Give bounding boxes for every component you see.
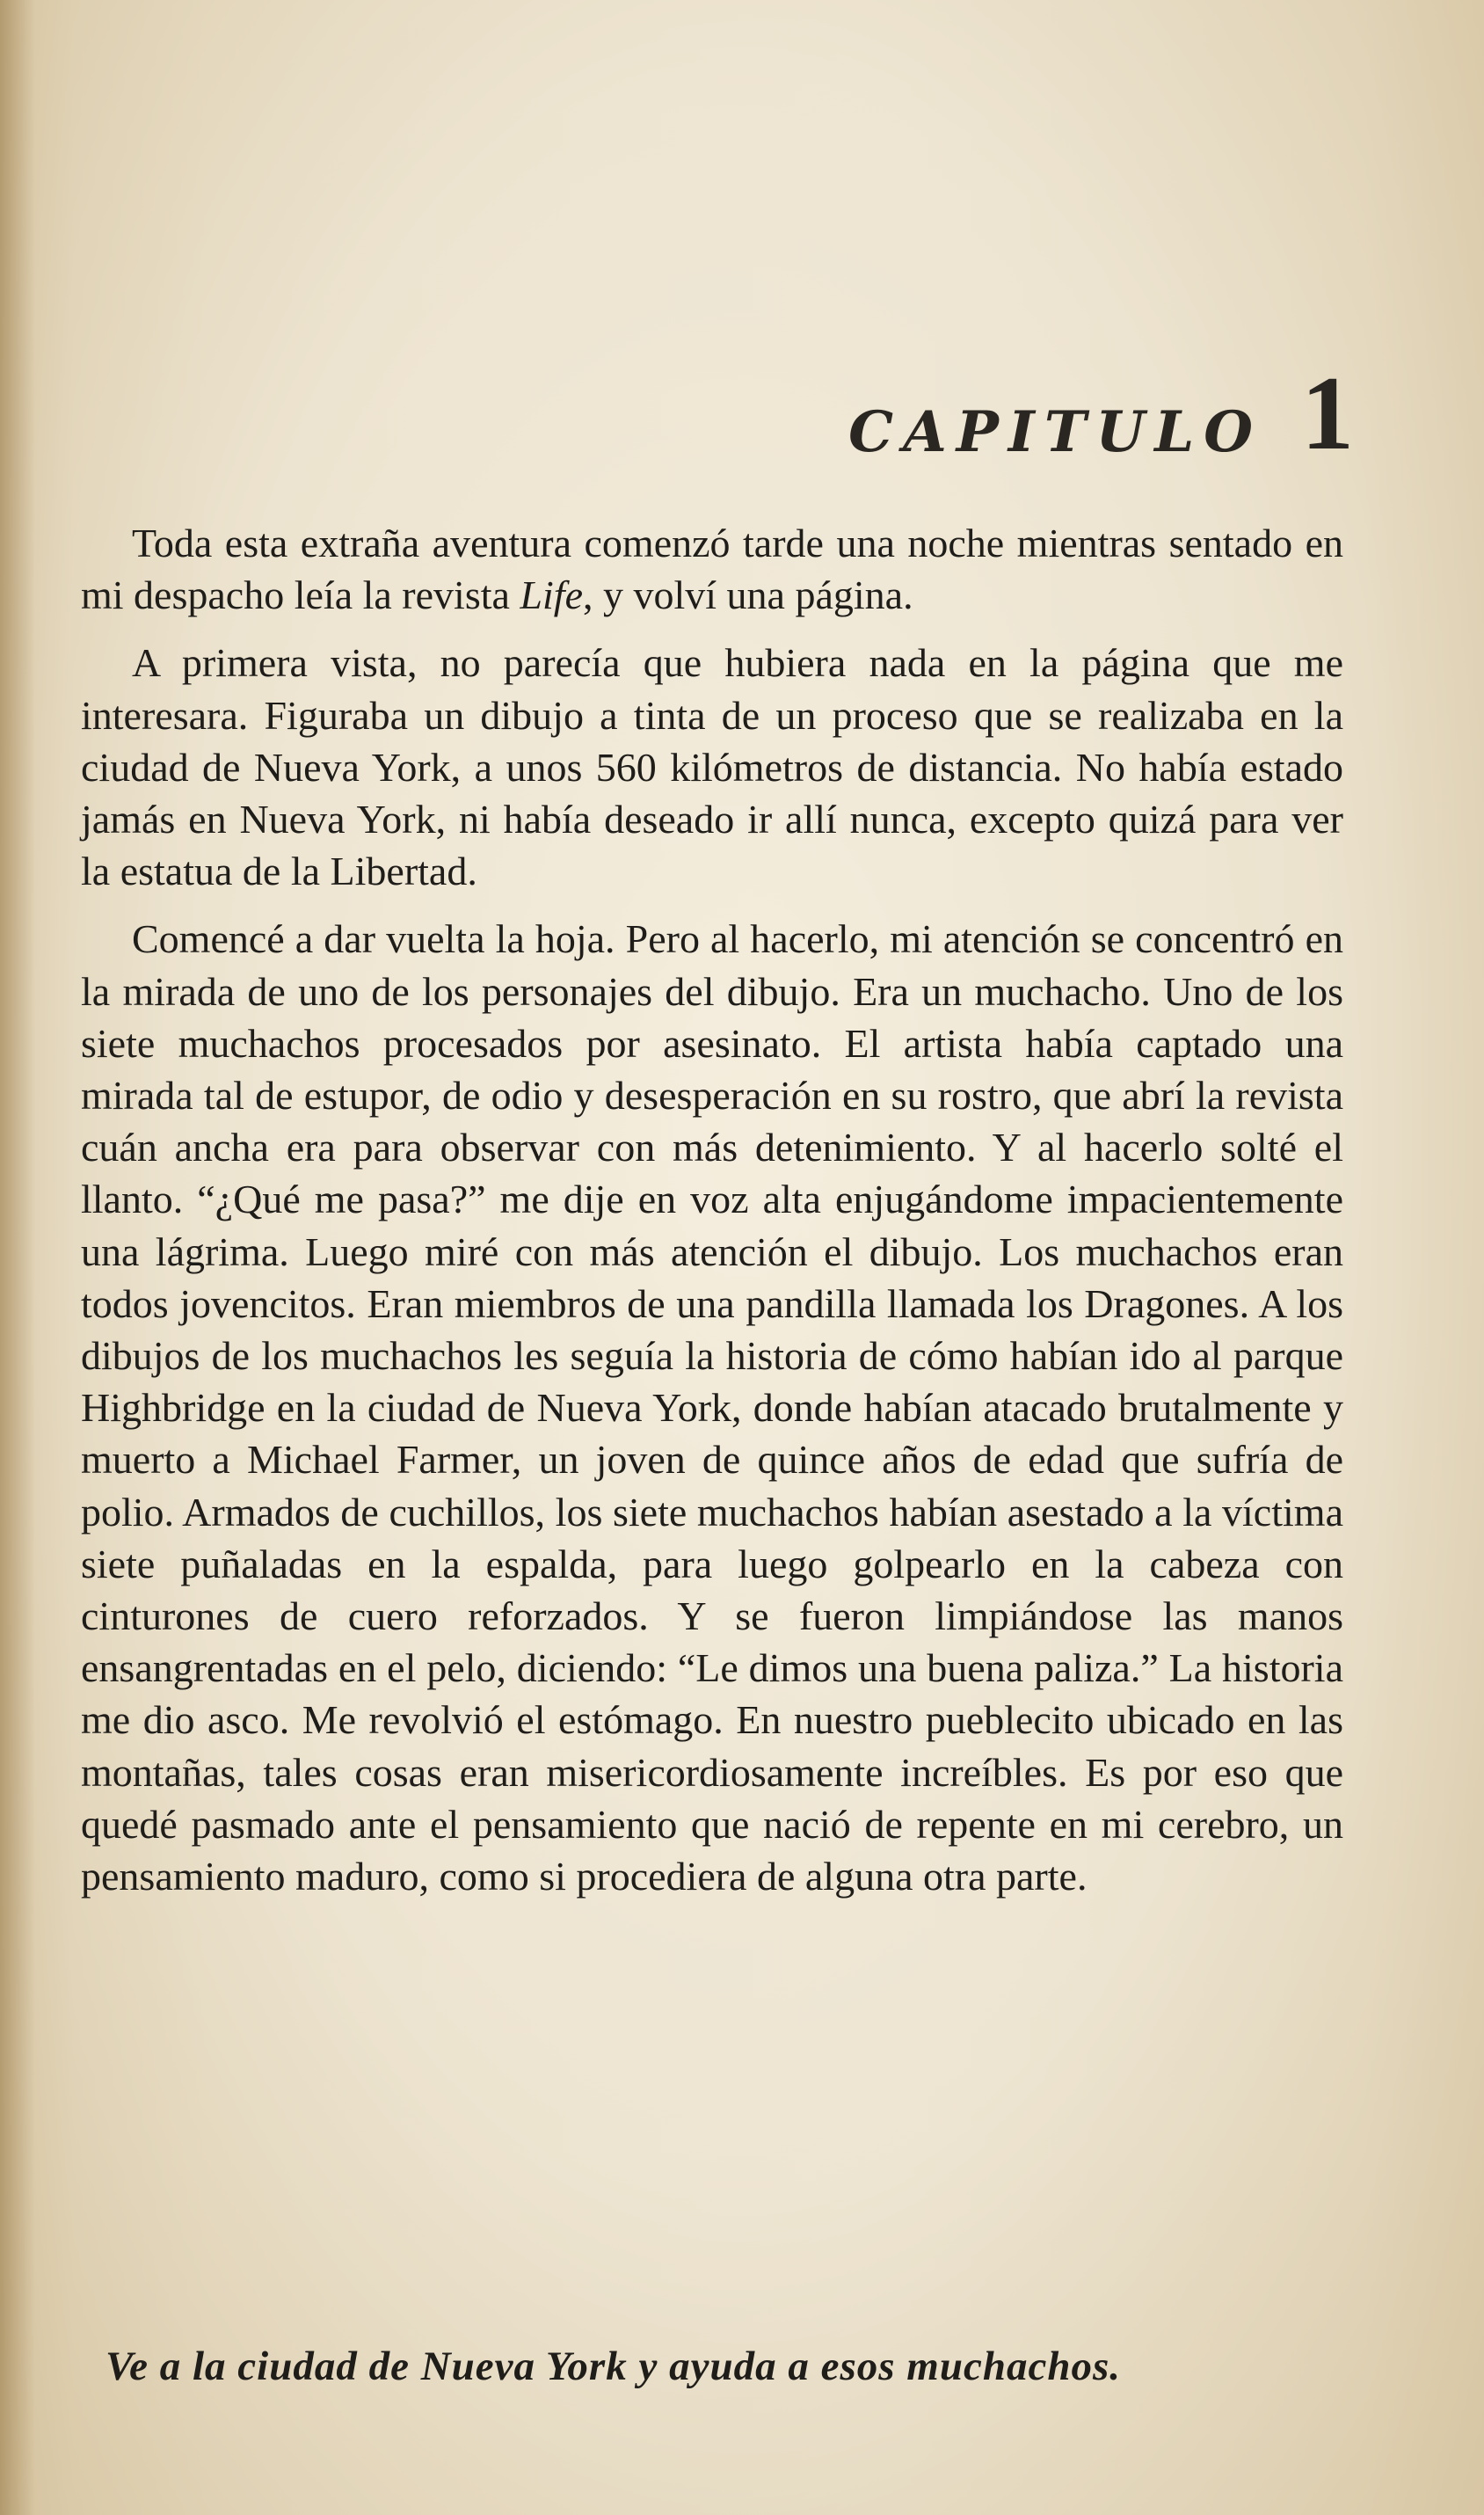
paragraph-1-text-before: Toda esta extraña aventura comenzó tarde una noche mientras sentado en mi despacho leía la revista [81,521,1343,618]
paragraph-2: A primera vista, no parecía que hubiera nada en la página que me interesara. Figuraba un dibujo a tinta de un proceso que se realizaba en la ciudad de Nueva York, a unos 560 kilómetros de distancia. No había estado jamás en Nueva York, ni había deseado ir allí nunca, excepto quizá para ver la estatua de la Libertad. [81,640,1343,894]
magazine-title: Life [520,572,583,618]
closing-italic-line: Ve a la ciudad de Nueva York y ayuda a esos muchachos. [105,2344,1122,2389]
chapter-number: 1 [1301,354,1354,471]
paragraph-1-text-after: , y volví una página. [582,572,913,618]
chapter-word: CAPITULO [848,399,1262,465]
paragraph-1 [81,517,1343,621]
chapter-body [81,517,1343,1918]
page-gutter-shadow [0,0,35,2515]
chapter-heading [791,354,1354,471]
paragraph-3: Comencé a dar vuelta la hoja. Pero al hacerlo, mi atención se concentró en la mirada de uno de los personajes del dibujo. Era un muchacho. Uno de los siete muchachos procesados por asesinato. El artista había captado una mirada tal de estupor, de odio y desesperación en su rostro, que abrí la revista cuán ancha era para observar con más detenimiento. Y al hacerlo solté el llanto. “¿Qué me pasa?” me dije en voz alta enjugándome impacientemente una lágrima. Luego miré con más atención el dibujo. Los muchachos eran todos jovencitos. Eran miembros de una pandilla llamada los Dragones. A los dibujos de los muchachos les seguía la historia de cómo habían ido al parque Highbridge en la ciudad de Nueva York, donde habían atacado brutalmente y muerto a Michael Farmer, un joven de quince años de edad que sufría de polio. Armados de cuchillos, los siete muchachos habían asestado a la víctima siete puñaladas en la espalda, para luego golpearlo en la cabeza con cinturones de cuero reforzados. Y se fueron limpiándose las manos ensangrentadas en el pelo, diciendo: “Le dimos una buena paliza.” La historia me dio asco. Me revolvió el estómago. En nuestro pueblecito ubicado en las montañas, tales cosas eran misericordiosamente increíbles. Es por eso que quedé pasmado ante el pensamiento que nació de repente en mi cerebro, un pensamiento maduro, como si procediera de alguna otra parte. [81,916,1343,1899]
